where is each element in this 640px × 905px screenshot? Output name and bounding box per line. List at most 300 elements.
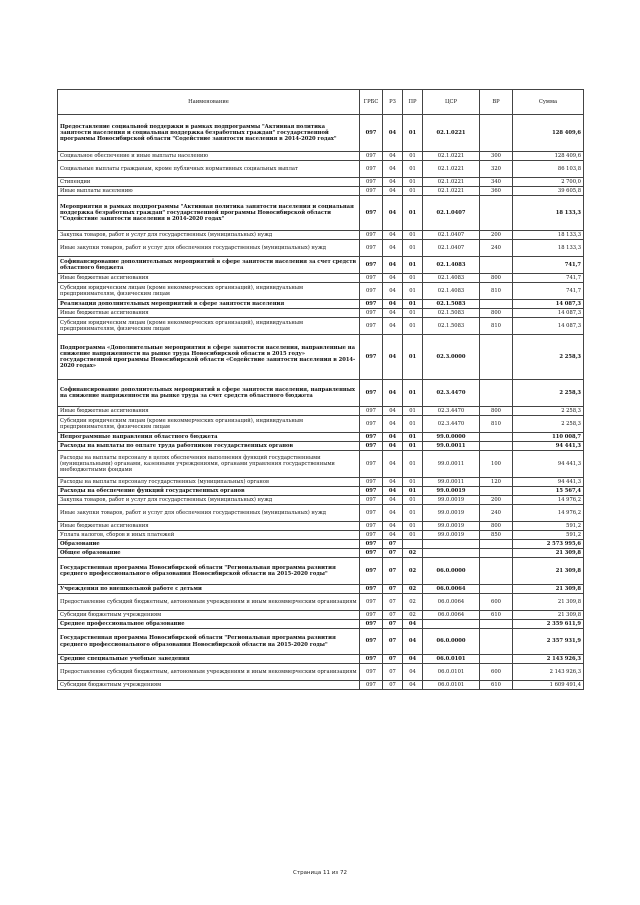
cell-csr: 02.1.0407 xyxy=(423,240,480,257)
cell-grbs: 097 xyxy=(360,585,383,594)
cell-vr xyxy=(480,257,513,274)
cell-pr: 01 xyxy=(403,196,423,231)
cell-vr xyxy=(480,655,513,664)
cell-sum: 741,7 xyxy=(513,274,584,283)
cell-sum: 110 008,7 xyxy=(513,433,584,442)
cell-csr: 02.3.0000 xyxy=(423,335,480,380)
cell-sum: 21 309,8 xyxy=(513,549,584,558)
cell-grbs: 097 xyxy=(360,178,383,187)
table-row xyxy=(58,655,584,664)
cell-name: Учреждения по внешкольной работе с детьми xyxy=(58,585,360,594)
cell-pr: 01 xyxy=(403,531,423,540)
cell-pr xyxy=(403,540,423,549)
cell-rz: 04 xyxy=(383,487,403,496)
cell-sum: 128 409,6 xyxy=(513,115,584,152)
cell-sum: 1 609 491,4 xyxy=(513,681,584,690)
cell-pr: 01 xyxy=(403,300,423,309)
header-csr: ЦСР xyxy=(423,90,480,115)
cell-rz: 04 xyxy=(383,531,403,540)
cell-rz: 04 xyxy=(383,309,403,318)
cell-pr: 01 xyxy=(403,487,423,496)
cell-pr: 01 xyxy=(403,451,423,478)
cell-sum: 94 441,3 xyxy=(513,478,584,487)
cell-rz: 07 xyxy=(383,594,403,611)
cell-sum: 591,2 xyxy=(513,531,584,540)
cell-vr: 200 xyxy=(480,496,513,505)
cell-sum: 18 133,3 xyxy=(513,196,584,231)
cell-csr xyxy=(423,620,480,629)
cell-vr: 810 xyxy=(480,416,513,433)
cell-vr: 850 xyxy=(480,531,513,540)
table-row xyxy=(58,549,584,558)
cell-grbs: 097 xyxy=(360,274,383,283)
cell-sum: 18 133,3 xyxy=(513,240,584,257)
cell-pr: 01 xyxy=(403,505,423,522)
cell-pr: 01 xyxy=(403,187,423,196)
cell-sum: 2 258,3 xyxy=(513,380,584,407)
table-row xyxy=(58,558,584,585)
cell-sum: 21 309,8 xyxy=(513,611,584,620)
page-number: Страница 11 из 72 xyxy=(293,870,347,876)
cell-pr: 01 xyxy=(403,407,423,416)
cell-name: Иные закупки товаров, работ и услуг для обеспечения государственных (муниципальных) нужд xyxy=(58,505,360,522)
cell-pr: 04 xyxy=(403,620,423,629)
cell-vr xyxy=(480,585,513,594)
cell-name: Иные закупки товаров, работ и услуг для обеспечения государственных (муниципальных) нужд xyxy=(58,240,360,257)
cell-grbs: 097 xyxy=(360,611,383,620)
cell-sum: 2 143 926,3 xyxy=(513,655,584,664)
cell-name: Субсидии бюджетным учреждениям xyxy=(58,681,360,690)
cell-sum: 86 103,8 xyxy=(513,161,584,178)
cell-name: Средние специальные учебные заведения xyxy=(58,655,360,664)
header-pr: ПР xyxy=(403,90,423,115)
cell-rz: 04 xyxy=(383,522,403,531)
header-grbs: ГРБС xyxy=(360,90,383,115)
cell-csr: 02.1.5083 xyxy=(423,318,480,335)
cell-name: Субсидии юридическим лицам (кроме некоммерческих организаций), индивидуальным предпринимателям, физическим лицам xyxy=(58,318,360,335)
cell-csr: 99.0.0000 xyxy=(423,433,480,442)
cell-csr: 06.0.0101 xyxy=(423,681,480,690)
cell-csr: 02.1.4083 xyxy=(423,257,480,274)
cell-sum: 741,7 xyxy=(513,283,584,300)
cell-pr: 01 xyxy=(403,442,423,451)
cell-sum: 18 133,3 xyxy=(513,231,584,240)
cell-pr: 02 xyxy=(403,594,423,611)
budget-table xyxy=(57,89,584,690)
cell-name: Предоставление субсидий бюджетным, автономным учреждениям и иным некоммерческим организациям xyxy=(58,664,360,681)
cell-name: Непрограммные направления областного бюджета xyxy=(58,433,360,442)
cell-vr: 320 xyxy=(480,161,513,178)
cell-name: Образование xyxy=(58,540,360,549)
cell-pr: 04 xyxy=(403,664,423,681)
cell-vr xyxy=(480,620,513,629)
cell-name: Расходы на обеспечение функций государственных органов xyxy=(58,487,360,496)
cell-grbs: 097 xyxy=(360,161,383,178)
table-row xyxy=(58,585,584,594)
cell-csr: 02.1.0407 xyxy=(423,231,480,240)
cell-csr: 02.1.5083 xyxy=(423,309,480,318)
cell-sum: 39 605,8 xyxy=(513,187,584,196)
cell-name: Стипендии xyxy=(58,178,360,187)
table-row xyxy=(58,187,584,196)
cell-grbs: 097 xyxy=(360,309,383,318)
cell-sum: 2 359 611,9 xyxy=(513,620,584,629)
table-row xyxy=(58,487,584,496)
cell-name: Мероприятия в рамках подпрограммы "Активная политика занятости населения и социальная поддержка безработных граждан" государственной программы Новосибирской области "Содействие занятости населения в 2014-2020 годах" xyxy=(58,196,360,231)
cell-grbs: 097 xyxy=(360,620,383,629)
table-row xyxy=(58,664,584,681)
table-row xyxy=(58,300,584,309)
header-rz: РЗ xyxy=(383,90,403,115)
cell-sum: 128 409,6 xyxy=(513,152,584,161)
cell-vr: 600 xyxy=(480,594,513,611)
cell-vr: 800 xyxy=(480,309,513,318)
cell-pr: 02 xyxy=(403,558,423,585)
cell-grbs: 097 xyxy=(360,318,383,335)
cell-grbs: 097 xyxy=(360,433,383,442)
cell-name: Иные бюджетные ассигнования xyxy=(58,522,360,531)
cell-name: Закупка товаров, работ и услуг для государственных (муниципальных) нужд xyxy=(58,496,360,505)
cell-pr: 01 xyxy=(403,416,423,433)
cell-pr: 01 xyxy=(403,231,423,240)
cell-vr: 600 xyxy=(480,664,513,681)
cell-vr xyxy=(480,558,513,585)
cell-sum: 15 567,4 xyxy=(513,487,584,496)
cell-vr: 240 xyxy=(480,240,513,257)
cell-grbs: 097 xyxy=(360,505,383,522)
cell-rz: 07 xyxy=(383,629,403,655)
header-sum: Сумма xyxy=(513,90,584,115)
cell-grbs: 097 xyxy=(360,629,383,655)
cell-grbs: 097 xyxy=(360,380,383,407)
cell-name: Государственная программа Новосибирской области "Региональная программа развития среднего профессионального образования Новосибирской области на 2015-2020 годы" xyxy=(58,629,360,655)
table-row xyxy=(58,257,584,274)
cell-vr: 360 xyxy=(480,187,513,196)
cell-sum: 94 441,3 xyxy=(513,451,584,478)
cell-csr: 02.1.0221 xyxy=(423,187,480,196)
cell-rz: 07 xyxy=(383,540,403,549)
cell-pr: 04 xyxy=(403,655,423,664)
cell-grbs: 097 xyxy=(360,558,383,585)
cell-csr: 99.0.0019 xyxy=(423,531,480,540)
cell-vr: 810 xyxy=(480,283,513,300)
cell-vr: 340 xyxy=(480,178,513,187)
cell-csr: 06.0.0101 xyxy=(423,664,480,681)
cell-name: Предоставление социальной поддержки в рамках подпрограммы "Активная политика занятости населения и социальная поддержка безработных граждан" государственной программы Новосибирской области "Содействие занятости населения в 2014-2020 годах" xyxy=(58,115,360,152)
cell-pr: 01 xyxy=(403,522,423,531)
cell-pr: 02 xyxy=(403,585,423,594)
table-row xyxy=(58,416,584,433)
cell-pr: 01 xyxy=(403,283,423,300)
cell-name: Иные бюджетные ассигнования xyxy=(58,407,360,416)
cell-sum: 14 087,3 xyxy=(513,309,584,318)
cell-sum: 14 976,2 xyxy=(513,496,584,505)
cell-csr: 02.3.4470 xyxy=(423,407,480,416)
table-row xyxy=(58,407,584,416)
cell-pr: 04 xyxy=(403,681,423,690)
cell-pr: 01 xyxy=(403,318,423,335)
cell-vr xyxy=(480,487,513,496)
cell-pr: 02 xyxy=(403,549,423,558)
cell-vr: 610 xyxy=(480,611,513,620)
cell-rz: 07 xyxy=(383,620,403,629)
cell-rz: 07 xyxy=(383,558,403,585)
cell-rz: 07 xyxy=(383,664,403,681)
cell-name: Уплата налогов, сборов и иных платежей xyxy=(58,531,360,540)
table-header-row xyxy=(58,90,584,115)
cell-rz: 04 xyxy=(383,115,403,152)
cell-rz: 07 xyxy=(383,681,403,690)
cell-grbs: 097 xyxy=(360,231,383,240)
cell-csr: 02.1.0221 xyxy=(423,178,480,187)
table-row xyxy=(58,318,584,335)
cell-rz: 04 xyxy=(383,231,403,240)
cell-rz: 04 xyxy=(383,451,403,478)
table-row xyxy=(58,629,584,655)
cell-name: Среднее профессиональное образование xyxy=(58,620,360,629)
cell-csr: 02.3.4470 xyxy=(423,416,480,433)
cell-vr: 810 xyxy=(480,318,513,335)
cell-vr xyxy=(480,629,513,655)
table-row xyxy=(58,620,584,629)
cell-csr xyxy=(423,549,480,558)
cell-csr: 06.0.0064 xyxy=(423,585,480,594)
cell-vr: 610 xyxy=(480,681,513,690)
cell-rz: 04 xyxy=(383,257,403,274)
cell-csr: 99.0.0019 xyxy=(423,505,480,522)
cell-grbs: 097 xyxy=(360,196,383,231)
cell-csr: 02.1.5083 xyxy=(423,300,480,309)
cell-rz: 04 xyxy=(383,416,403,433)
cell-grbs: 097 xyxy=(360,115,383,152)
cell-grbs: 097 xyxy=(360,335,383,380)
cell-rz: 04 xyxy=(383,283,403,300)
cell-vr xyxy=(480,442,513,451)
cell-rz: 04 xyxy=(383,496,403,505)
cell-vr xyxy=(480,196,513,231)
cell-sum: 14 976,2 xyxy=(513,505,584,522)
cell-csr: 02.1.0221 xyxy=(423,115,480,152)
cell-rz: 04 xyxy=(383,335,403,380)
cell-pr: 01 xyxy=(403,152,423,161)
header-vr: ВР xyxy=(480,90,513,115)
cell-rz: 04 xyxy=(383,152,403,161)
cell-grbs: 097 xyxy=(360,451,383,478)
cell-name: Расходы на выплаты по оплате труда работников государственных органов xyxy=(58,442,360,451)
cell-vr: 800 xyxy=(480,522,513,531)
cell-pr: 01 xyxy=(403,274,423,283)
table-row xyxy=(58,496,584,505)
cell-sum: 21 309,8 xyxy=(513,585,584,594)
cell-grbs: 097 xyxy=(360,240,383,257)
cell-rz: 04 xyxy=(383,407,403,416)
cell-csr: 02.3.4470 xyxy=(423,380,480,407)
cell-name: Государственная программа Новосибирской области "Региональная программа развития среднего профессионального образования Новосибирской области на 2015-2020 годы" xyxy=(58,558,360,585)
table-row xyxy=(58,478,584,487)
cell-name: Закупка товаров, работ и услуг для государственных (муниципальных) нужд xyxy=(58,231,360,240)
table-row xyxy=(58,522,584,531)
cell-grbs: 097 xyxy=(360,257,383,274)
cell-grbs: 097 xyxy=(360,187,383,196)
cell-vr xyxy=(480,300,513,309)
table-row xyxy=(58,505,584,522)
cell-csr: 99.0.0019 xyxy=(423,522,480,531)
cell-vr: 200 xyxy=(480,231,513,240)
table-row xyxy=(58,540,584,549)
table-row xyxy=(58,115,584,152)
cell-csr: 02.1.0221 xyxy=(423,161,480,178)
cell-name: Общее образование xyxy=(58,549,360,558)
cell-name: Иные бюджетные ассигнования xyxy=(58,274,360,283)
cell-sum: 2 258,3 xyxy=(513,416,584,433)
cell-sum: 2 258,3 xyxy=(513,335,584,380)
cell-csr: 99.0.0019 xyxy=(423,496,480,505)
cell-rz: 04 xyxy=(383,505,403,522)
cell-grbs: 097 xyxy=(360,283,383,300)
cell-name: Иные бюджетные ассигнования xyxy=(58,309,360,318)
cell-rz: 04 xyxy=(383,318,403,335)
cell-rz: 04 xyxy=(383,442,403,451)
cell-name: Софинансирование дополнительных мероприятий в сфере занятости населения, направленных на снижение напряженности на рынке труда за счет средств областного бюджета xyxy=(58,380,360,407)
table-row xyxy=(58,231,584,240)
cell-sum: 741,7 xyxy=(513,257,584,274)
cell-csr: 02.1.0407 xyxy=(423,196,480,231)
cell-csr: 06.0.0101 xyxy=(423,655,480,664)
cell-vr xyxy=(480,380,513,407)
cell-rz: 04 xyxy=(383,478,403,487)
cell-csr: 02.1.4083 xyxy=(423,274,480,283)
table-row xyxy=(58,274,584,283)
cell-name: Иные выплаты населению xyxy=(58,187,360,196)
cell-vr: 120 xyxy=(480,478,513,487)
cell-grbs: 097 xyxy=(360,478,383,487)
cell-vr xyxy=(480,540,513,549)
cell-csr: 06.0.0064 xyxy=(423,611,480,620)
cell-csr: 99.0.0011 xyxy=(423,451,480,478)
cell-name: Софинансирование дополнительных мероприятий в сфере занятости населения за счет средств областного бюджета xyxy=(58,257,360,274)
cell-rz: 04 xyxy=(383,187,403,196)
cell-name: Расходы на выплаты персоналу государственных (муниципальных) органов xyxy=(58,478,360,487)
table-row xyxy=(58,433,584,442)
cell-rz: 04 xyxy=(383,178,403,187)
cell-pr: 01 xyxy=(403,496,423,505)
cell-grbs: 097 xyxy=(360,496,383,505)
table-row xyxy=(58,451,584,478)
cell-pr: 01 xyxy=(403,478,423,487)
cell-sum: 591,2 xyxy=(513,522,584,531)
cell-pr: 01 xyxy=(403,257,423,274)
cell-vr: 300 xyxy=(480,152,513,161)
cell-grbs: 097 xyxy=(360,655,383,664)
table-row xyxy=(58,240,584,257)
cell-name: Реализация дополнительных мероприятий в сфере занятости населения xyxy=(58,300,360,309)
cell-rz: 07 xyxy=(383,611,403,620)
cell-csr: 99.0.0019 xyxy=(423,487,480,496)
cell-vr xyxy=(480,335,513,380)
cell-rz: 04 xyxy=(383,433,403,442)
cell-csr xyxy=(423,540,480,549)
cell-csr: 99.0.0011 xyxy=(423,478,480,487)
cell-grbs: 097 xyxy=(360,664,383,681)
table-row xyxy=(58,611,584,620)
table-row xyxy=(58,196,584,231)
table-row xyxy=(58,161,584,178)
cell-grbs: 097 xyxy=(360,416,383,433)
cell-pr: 01 xyxy=(403,161,423,178)
cell-rz: 07 xyxy=(383,585,403,594)
table-row xyxy=(58,594,584,611)
cell-pr: 01 xyxy=(403,433,423,442)
table-row xyxy=(58,681,584,690)
cell-vr: 800 xyxy=(480,407,513,416)
cell-sum: 21 309,8 xyxy=(513,558,584,585)
cell-name: Расходы на выплаты персоналу в целях обеспечения выполнения функций государственными (муниципальными) органами, казенными учреждениями, органами управления государственными внебюджетными фондами xyxy=(58,451,360,478)
table-row xyxy=(58,309,584,318)
cell-grbs: 097 xyxy=(360,681,383,690)
cell-pr: 02 xyxy=(403,611,423,620)
cell-vr xyxy=(480,433,513,442)
cell-pr: 01 xyxy=(403,240,423,257)
table-row xyxy=(58,380,584,407)
cell-sum: 94 441,3 xyxy=(513,442,584,451)
cell-name: Субсидии бюджетным учреждениям xyxy=(58,611,360,620)
cell-sum: 2 700,0 xyxy=(513,178,584,187)
cell-csr: 06.0.0000 xyxy=(423,629,480,655)
cell-sum: 2 357 931,9 xyxy=(513,629,584,655)
cell-sum: 2 143 926,3 xyxy=(513,664,584,681)
cell-rz: 04 xyxy=(383,161,403,178)
cell-pr: 01 xyxy=(403,380,423,407)
cell-sum: 2 573 995,6 xyxy=(513,540,584,549)
cell-pr: 01 xyxy=(403,335,423,380)
cell-rz: 07 xyxy=(383,655,403,664)
cell-grbs: 097 xyxy=(360,442,383,451)
table-row xyxy=(58,531,584,540)
cell-rz: 04 xyxy=(383,240,403,257)
cell-csr: 99.0.0011 xyxy=(423,442,480,451)
cell-vr: 100 xyxy=(480,451,513,478)
cell-grbs: 097 xyxy=(360,152,383,161)
table-row xyxy=(58,178,584,187)
cell-csr: 02.1.4083 xyxy=(423,283,480,300)
cell-grbs: 097 xyxy=(360,594,383,611)
header-name: Наименование xyxy=(58,90,360,115)
cell-name: Социальные выплаты гражданам, кроме публичных нормативных социальных выплат xyxy=(58,161,360,178)
cell-rz: 04 xyxy=(383,300,403,309)
cell-rz: 04 xyxy=(383,196,403,231)
cell-sum: 14 087,3 xyxy=(513,300,584,309)
cell-pr: 01 xyxy=(403,115,423,152)
cell-grbs: 097 xyxy=(360,549,383,558)
cell-name: Социальное обеспечение и иные выплаты населению xyxy=(58,152,360,161)
table-row xyxy=(58,283,584,300)
cell-grbs: 097 xyxy=(360,300,383,309)
cell-rz: 04 xyxy=(383,380,403,407)
cell-csr: 02.1.0221 xyxy=(423,152,480,161)
cell-sum: 14 087,3 xyxy=(513,318,584,335)
cell-vr: 800 xyxy=(480,274,513,283)
cell-pr: 01 xyxy=(403,309,423,318)
cell-rz: 07 xyxy=(383,549,403,558)
table-row xyxy=(58,152,584,161)
cell-pr: 04 xyxy=(403,629,423,655)
cell-vr: 240 xyxy=(480,505,513,522)
cell-pr: 01 xyxy=(403,178,423,187)
cell-rz: 04 xyxy=(383,274,403,283)
cell-name: Субсидии юридическим лицам (кроме некоммерческих организаций), индивидуальным предпринимателям, физическим лицам xyxy=(58,283,360,300)
cell-name: Субсидии юридическим лицам (кроме некоммерческих организаций), индивидуальным предпринимателям, физическим лицам xyxy=(58,416,360,433)
cell-csr: 06.0.0000 xyxy=(423,558,480,585)
